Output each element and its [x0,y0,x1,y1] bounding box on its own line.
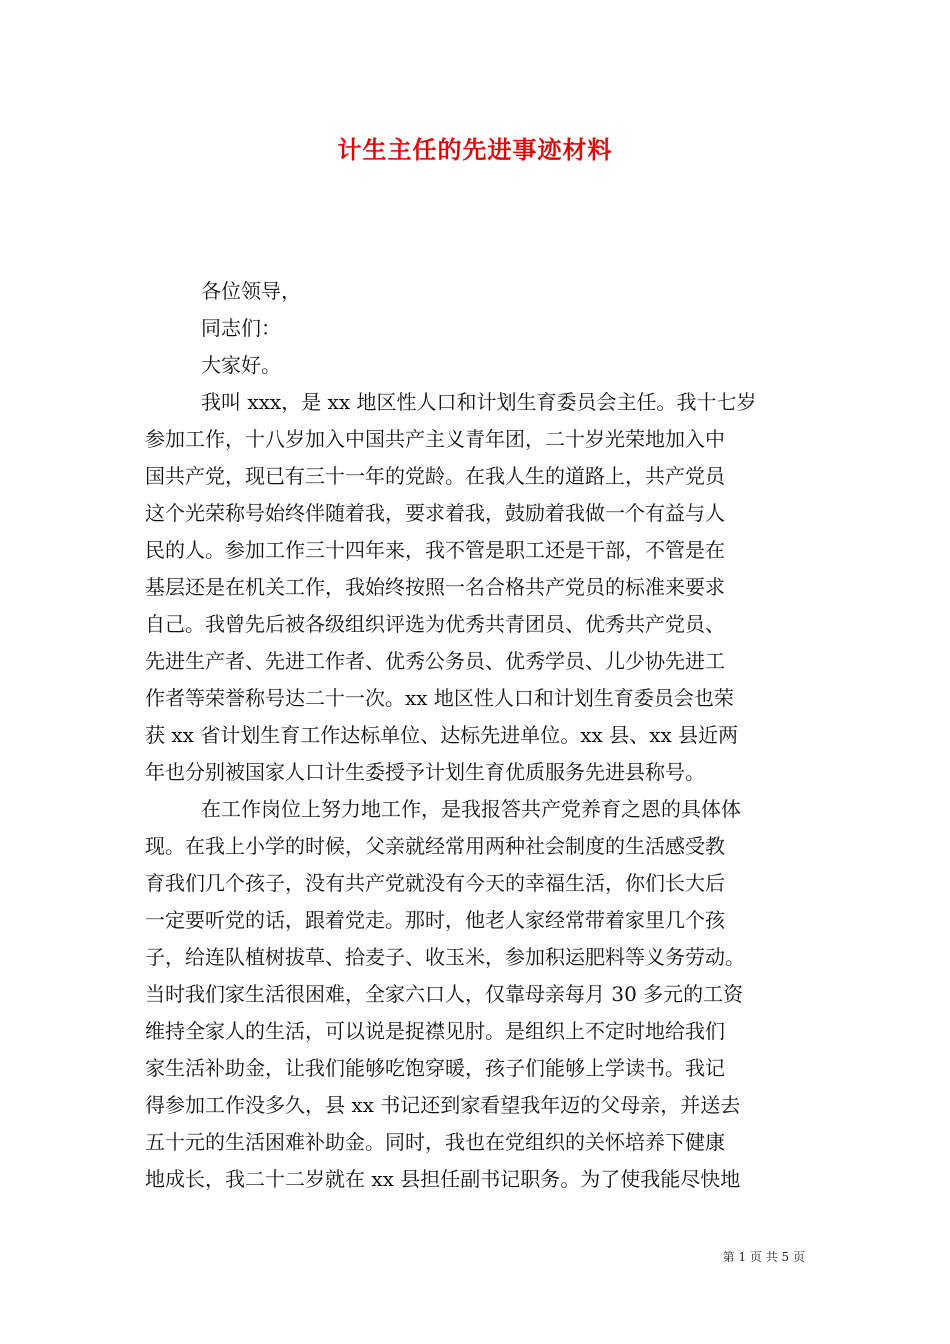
body-line: 基层还是在机关工作，我始终按照一名合格共产党员的标准来要求 [145,575,725,599]
body-line: 这个光荣称号始终伴随着我，要求着我，鼓励着我做一个有益与人 [145,501,725,525]
body-line: 自己。我曾先后被各级组织评选为优秀共青团员、优秀共产党员、 [145,612,725,636]
body-line: 一定要听党的话，跟着党走。那时，他老人家经常带着家里几个孩 [145,908,725,932]
body-line: 现。在我上小学的时候，父亲就经常用两种社会制度的生活感受教 [145,834,725,858]
body-line: 子，给连队植树拔草、拾麦子、收玉米，参加积运肥料等义务劳动。 [145,945,745,969]
page-footer: 第 1 页 共 5 页 [722,1250,805,1264]
body-line: 民的人。参加工作三十四年来，我不管是职工还是干部，不管是在 [145,538,725,562]
body-line: 得参加工作没多久，县 xx 书记还到家看望我年迈的父母亲，并送去 [145,1093,741,1117]
body-line: 当时我们家生活很困难，全家六口人，仅靠母亲每月 30 多元的工资 [145,982,744,1006]
body-line: 在工作岗位上努力地工作，是我报答共产党养育之恩的具体体 [201,797,741,821]
document-title: 计生主任的先进事迹材料 [337,135,613,164]
body-line: 各位领导， [201,279,301,303]
body-line: 同志们： [201,316,281,340]
body-line: 获 xx 省计划生育工作达标单位、达标先进单位。xx 县、xx 县近两 [145,723,739,747]
body-line: 我叫 xxx，是 xx 地区性人口和计划生育委员会主任。我十七岁 [201,390,757,414]
body-line: 年也分别被国家人口计生委授予计划生育优质服务先进县称号。 [145,760,705,784]
body-line: 维持全家人的生活，可以说是捉襟见肘。是组织上不定时地给我们 [145,1019,725,1043]
body-line: 育我们几个孩子，没有共产党就没有今天的幸福生活，你们长大后 [145,871,725,895]
body-line: 五十元的生活困难补助金。同时，我也在党组织的关怀培养下健康 [145,1130,725,1154]
body-line: 地成长，我二十二岁就在 xx 县担任副书记职务。为了使我能尽快地 [145,1167,741,1191]
body-line: 先进生产者、先进工作者、优秀公务员、优秀学员、儿少协先进工 [145,649,725,673]
body-line: 家生活补助金，让我们能够吃饱穿暖，孩子们能够上学读书。我记 [145,1056,725,1080]
body-line: 国共产党，现已有三十一年的党龄。在我人生的道路上，共产党员 [145,464,725,488]
document-body [145,273,805,1198]
body-line: 作者等荣誉称号达二十一次。xx 地区性人口和计划生育委员会也荣 [145,686,734,710]
body-line: 大家好。 [201,353,281,377]
body-line: 参加工作，十八岁加入中国共产主义青年团，二十岁光荣地加入中 [145,427,725,451]
